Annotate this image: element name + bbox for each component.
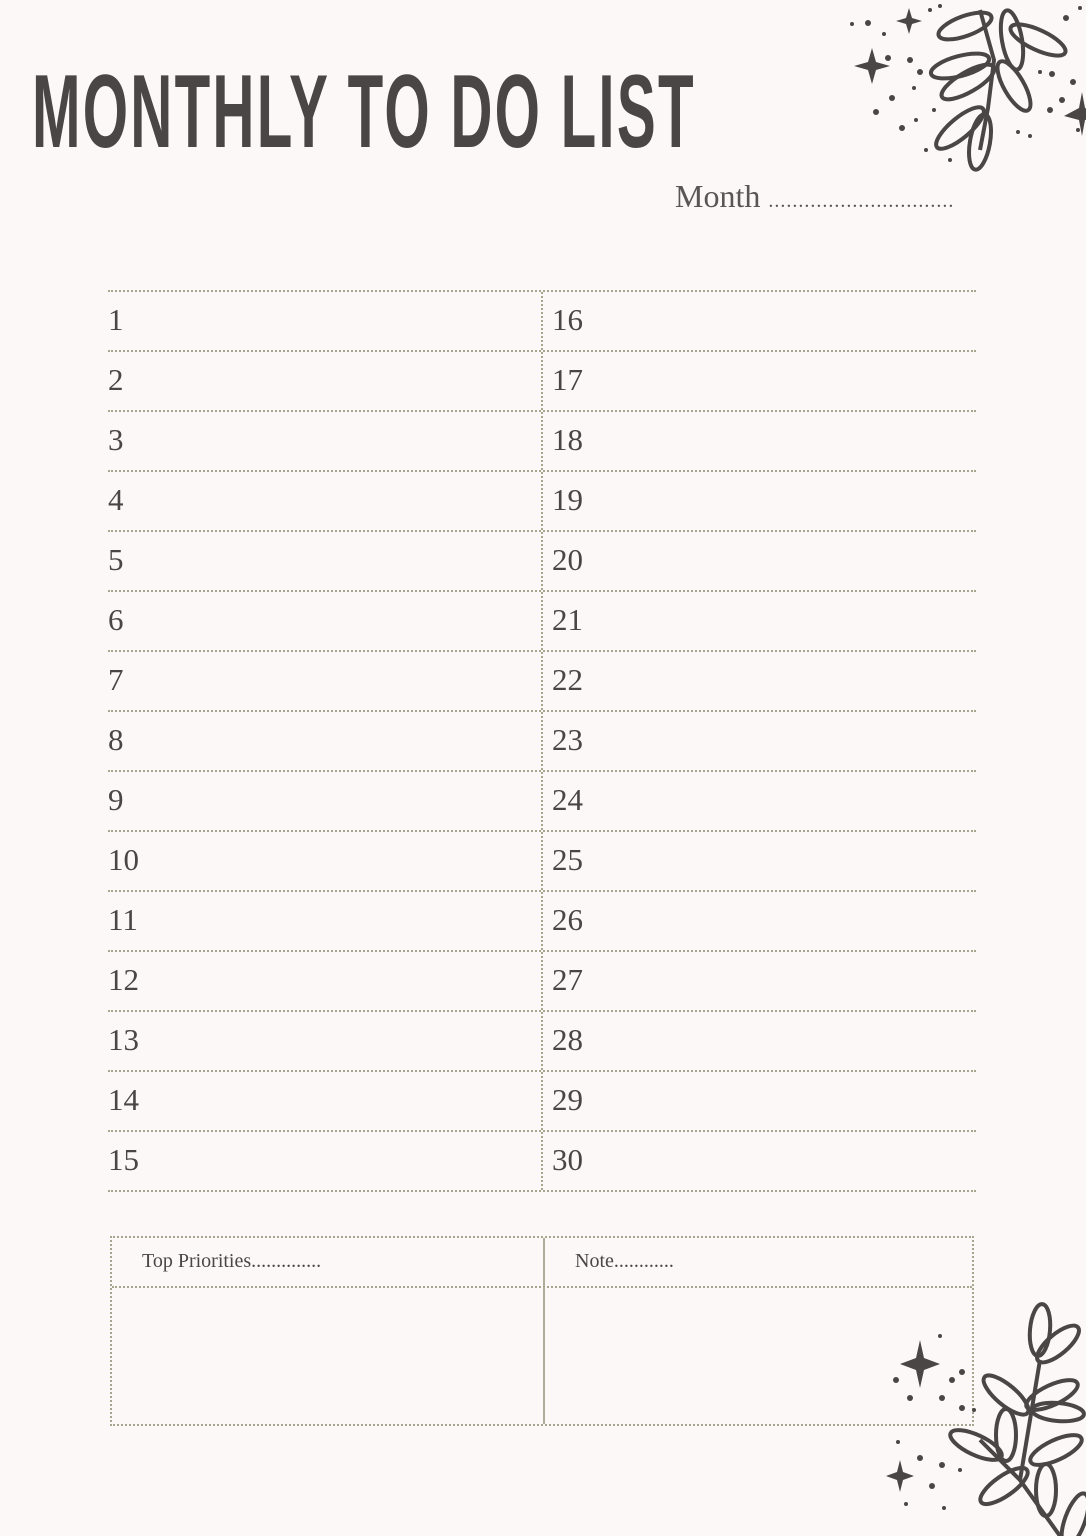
todo-entry[interactable] [108,652,543,710]
day-number: 26 [552,902,583,937]
list-row [108,950,976,1010]
leaf-sparkle-decoration-icon [870,1300,1086,1536]
day-number: 21 [552,602,583,637]
todo-entry[interactable] [108,712,543,770]
day-number: 9 [108,782,124,817]
todo-entry[interactable] [108,412,543,470]
todo-entry[interactable] [543,892,976,950]
day-number: 17 [552,362,583,397]
todo-entry[interactable] [543,532,976,590]
todo-entry[interactable] [543,772,976,830]
day-number: 13 [108,1022,139,1057]
todo-entry[interactable] [108,952,543,1010]
todo-entry[interactable] [108,292,543,350]
list-row [108,410,976,470]
todo-entry[interactable] [543,652,976,710]
day-number: 10 [108,842,139,877]
todo-entry[interactable] [108,772,543,830]
list-row [108,830,976,890]
todo-entry[interactable] [543,472,976,530]
list-row [108,350,976,410]
day-number: 29 [552,1082,583,1117]
day-number: 4 [108,482,124,517]
list-row [108,1070,976,1130]
list-row [108,650,976,710]
day-number: 27 [552,962,583,997]
day-number: 2 [108,362,124,397]
day-number: 8 [108,722,124,757]
list-row [108,470,976,530]
bottom-notes-box [110,1236,974,1426]
day-number: 14 [108,1082,139,1117]
list-row [108,770,976,830]
todo-entry[interactable] [543,592,976,650]
todo-entry[interactable] [108,1132,543,1190]
todo-entry[interactable] [108,1072,543,1130]
note-label: Note............ [575,1250,674,1272]
top-priorities-label: Top Priorities.............. [142,1250,322,1272]
day-number: 1 [108,302,124,337]
day-number: 24 [552,782,583,817]
todo-entry[interactable] [543,352,976,410]
todo-entry[interactable] [543,412,976,470]
day-number: 28 [552,1022,583,1057]
list-row [108,590,976,650]
month-blank-line[interactable]: ............................... [768,190,955,212]
todo-grid [108,290,976,1192]
month-label: Month [675,178,761,214]
day-number: 15 [108,1142,139,1177]
todo-entry[interactable] [108,472,543,530]
todo-entry[interactable] [108,892,543,950]
day-number: 30 [552,1142,583,1177]
day-number: 7 [108,662,124,697]
todo-entry[interactable] [543,292,976,350]
todo-entry[interactable] [108,352,543,410]
list-row [108,710,976,770]
day-number: 3 [108,422,124,457]
todo-entry[interactable] [543,1072,976,1130]
day-number: 23 [552,722,583,757]
day-number: 18 [552,422,583,457]
todo-entry[interactable] [108,592,543,650]
day-number: 5 [108,542,124,577]
day-number: 20 [552,542,583,577]
list-row [108,1010,976,1070]
day-number: 22 [552,662,583,697]
todo-entry[interactable] [543,832,976,890]
day-number: 16 [552,302,583,337]
day-number: 6 [108,602,124,637]
list-row [108,530,976,590]
leaf-sparkle-decoration-icon [830,0,1086,180]
day-number: 11 [108,902,138,937]
top-priorities-area[interactable] [112,1288,545,1424]
todo-entry[interactable] [543,1012,976,1070]
day-number: 19 [552,482,583,517]
todo-entry[interactable] [543,712,976,770]
todo-entry[interactable] [108,532,543,590]
list-row [108,290,976,350]
month-field[interactable] [675,178,954,215]
day-number: 25 [552,842,583,877]
list-row [108,1130,976,1192]
page-title: MONTHLY TO DO LIST [32,54,696,170]
day-number: 12 [108,962,139,997]
todo-entry[interactable] [543,952,976,1010]
todo-entry[interactable] [108,832,543,890]
list-row [108,890,976,950]
todo-entry[interactable] [543,1132,976,1190]
todo-entry[interactable] [108,1012,543,1070]
